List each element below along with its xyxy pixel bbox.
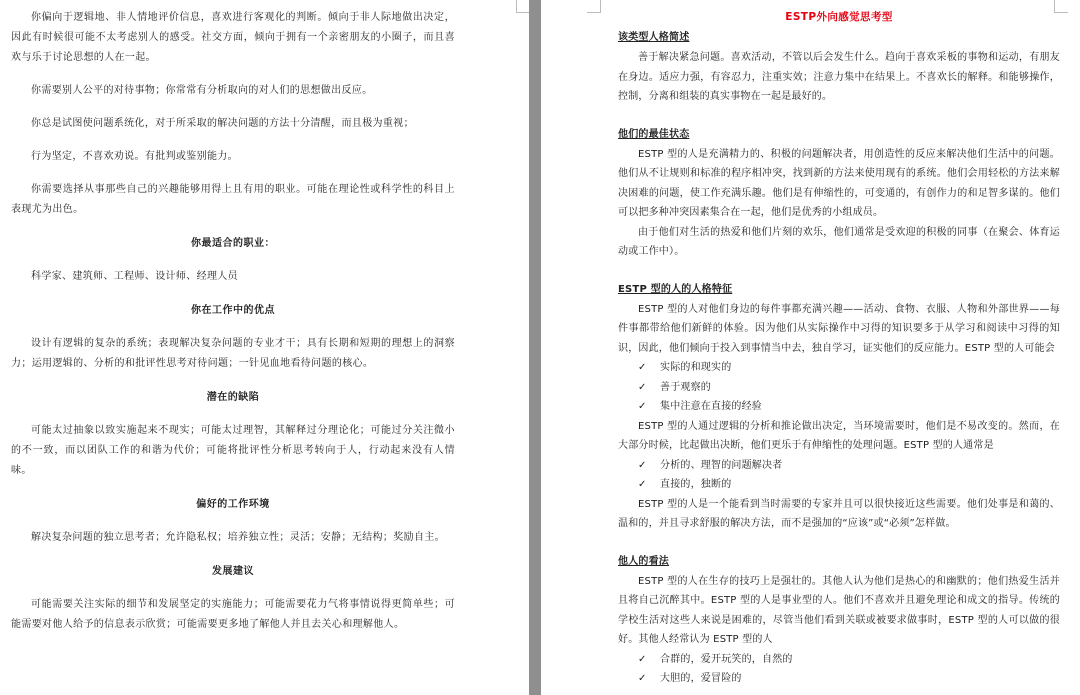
environment-text: 解决复杂问题的独立思考者；允许隐私权；培养独立性；灵活；安静；无结构；奖励自主。: [31, 532, 445, 543]
section-heading-pitfalls: 潜在的缺陷: [206, 392, 260, 403]
development-text: 可能需要关注实际的细节和发展坚定的实施能力；可能需要花力气将事情说得更简单些；可能需要对他人给予的信息表示欣赏；可能需要更多地了解他人并且去关心和理解他人。: [11, 599, 455, 630]
section-heading-development: 发展建议: [212, 566, 254, 577]
section-heading-environment: 偏好的工作环境: [196, 499, 270, 510]
left-page-content: [11, 8, 455, 635]
strengths-text: 设计有逻辑的复杂的系统；表现解决复杂问题的专业才干；具有长期和短期的理想上的洞察力；运用逻辑的、分析的和批评性思考对待问题；一针见血地看待问题的核心。: [11, 338, 455, 369]
list-item: ✓ 善于观察的: [618, 378, 1060, 398]
section-heading-traits: ESTP 型的人的人格特征: [618, 283, 733, 295]
traits-text: ESTP 型的人对他们身边的每件事都充满兴趣——活动、食物、衣服、人物和外部世界——每件事都带给他们新鲜的体验。因为他们从实际操作中习得的知识要多于从学习和阅读中习得的知识，因此，他们倾向于投入到事情当中去，独自学习，证实他们的反应能力。ESTP 型的人可能会: [618, 303, 1060, 354]
others-view-list: [618, 650, 1060, 689]
page-corner-mark: [587, 0, 601, 13]
check-icon: ✓: [638, 459, 647, 471]
page-gutter: [529, 0, 541, 695]
section-heading-best-state: 他们的最佳状态: [618, 128, 690, 140]
list-item: ✓ 直接的，独断的: [618, 475, 1060, 495]
page-right: [541, 0, 1080, 695]
best-state-text: ESTP 型的人是充满精力的、积极的问题解决者，用创造性的反应来解决他们生活中的问题。他们从不让规则和标准的程序相冲突，找到新的方法来使用现有的系统。他们会用轻松的方法来解决困难的问题，使工作充满乐趣。他们是有伸缩性的，可变通的，有创作力的和足智多谋的。他们可以把多种冲突因素集合在一起，他们是优秀的小组成员。: [618, 148, 1060, 218]
section-heading-overview: 该类型人格简述: [618, 32, 690, 43]
paragraph: 行为坚定，不喜欢劝说。有批判或鉴别能力。: [31, 151, 238, 162]
career-text: 科学家、建筑师、工程师、设计师、经理人员: [31, 271, 238, 282]
list-item: ✓ 实际的和现实的: [618, 358, 1060, 378]
check-icon: ✓: [638, 401, 647, 412]
right-page-content: [618, 8, 1060, 689]
check-icon: ✓: [638, 479, 647, 490]
paragraph: 你需要选择从事那些自己的兴趣能够用得上且有用的职业。可能在理论性或科学性的科目上表现尤为出色。: [11, 184, 455, 215]
check-icon: ✓: [638, 362, 647, 373]
pitfalls-text: 可能太过抽象以致实施起来不现实；可能太过理智，其解释过分理论化；可能过分关注微小的不一致，而以团队工作的和谐为代价；可能将批评性分析思考转向于人，行动起来没有人情味。: [11, 425, 455, 476]
document-title: ESTP外向感觉思考型: [785, 11, 893, 23]
page-corner-mark: [516, 0, 529, 13]
check-icon: ✓: [638, 381, 647, 393]
traits-list: [618, 358, 1060, 417]
paragraph: 你偏向于逻辑地、非人情地评价信息，喜欢进行客观化的判断。倾向于非人际地做出决定，因此有时候很可能不太考虑别人的感受。社交方面，倾向于拥有一个亲密朋友的小圈子，而且喜欢与乐于讨论思想的人在一起。: [11, 12, 455, 63]
check-icon: ✓: [638, 673, 647, 684]
traits-text: ESTP 型的人通过逻辑的分析和推论做出决定，当环境需要时，他们是不易改变的。然而，在大部分时候，比起做出决断，他们更乐于有伸缩性的处理问题。ESTP 型的人通常是: [618, 420, 1060, 451]
section-heading-career: 你最适合的职业：: [191, 238, 275, 249]
traits-list: [618, 456, 1060, 495]
section-heading-others-view: 他人的看法: [618, 555, 669, 567]
section-heading-strengths: 你在工作中的优点: [191, 305, 275, 316]
list-item: ✓ 合群的，爱开玩笑的，自然的: [618, 650, 1060, 670]
traits-text: ESTP 型的人是一个能看到当时需要的专家并且可以很快接近这些需要。他们处事是和蔼的、温和的，并且寻求舒服的解决方法，而不是强加的“应该”或“必须”怎样做。: [618, 498, 1060, 529]
list-item: ✓ 分析的、理智的问题解决者: [618, 456, 1060, 476]
page-left: [0, 0, 529, 695]
list-item: ✓ 大胆的，爱冒险的: [618, 669, 1060, 689]
others-view-text: ESTP 型的人在生存的技巧上是强壮的。其他人认为他们是热心的和幽默的；他们热爱生活并且将自己沉醉其中。ESTP 型的人是事业型的人。他们不喜欢并且避免理论和成文的指导。传统的学校生活对这些人来说是困难的，尽管当他们看到关联或被要求做事时，ESTP 型的人可以做的很好。其他人经常认为 ESTP 型的人: [618, 575, 1060, 645]
check-icon: ✓: [638, 653, 647, 665]
paragraph: 你需要别人公平的对待事物；你常常有分析取向的对人们的思想做出反应。: [31, 85, 373, 96]
overview-text: 善于解决紧急问题。喜欢活动，不管以后会发生什么。趋向于喜欢采板的事物和运动，有朋友在身边。适应力强，有容忍力，注重实效；注意力集中在结果上。不喜欢长的解释。和能够操作，控制，分离和组装的真实事物在一起是最好的。: [618, 52, 1060, 102]
paragraph: 你总是试图使问题系统化，对于所采取的解决问题的方法十分清醒，而且极为重视；: [31, 118, 414, 129]
best-state-text: 由于他们对生活的热爱和他们片刻的欢乐，他们通常是受欢迎的积极的同事（在聚会、体育运动或工作中）。: [618, 226, 1060, 257]
list-item: ✓ 集中注意在直接的经验: [618, 397, 1060, 417]
